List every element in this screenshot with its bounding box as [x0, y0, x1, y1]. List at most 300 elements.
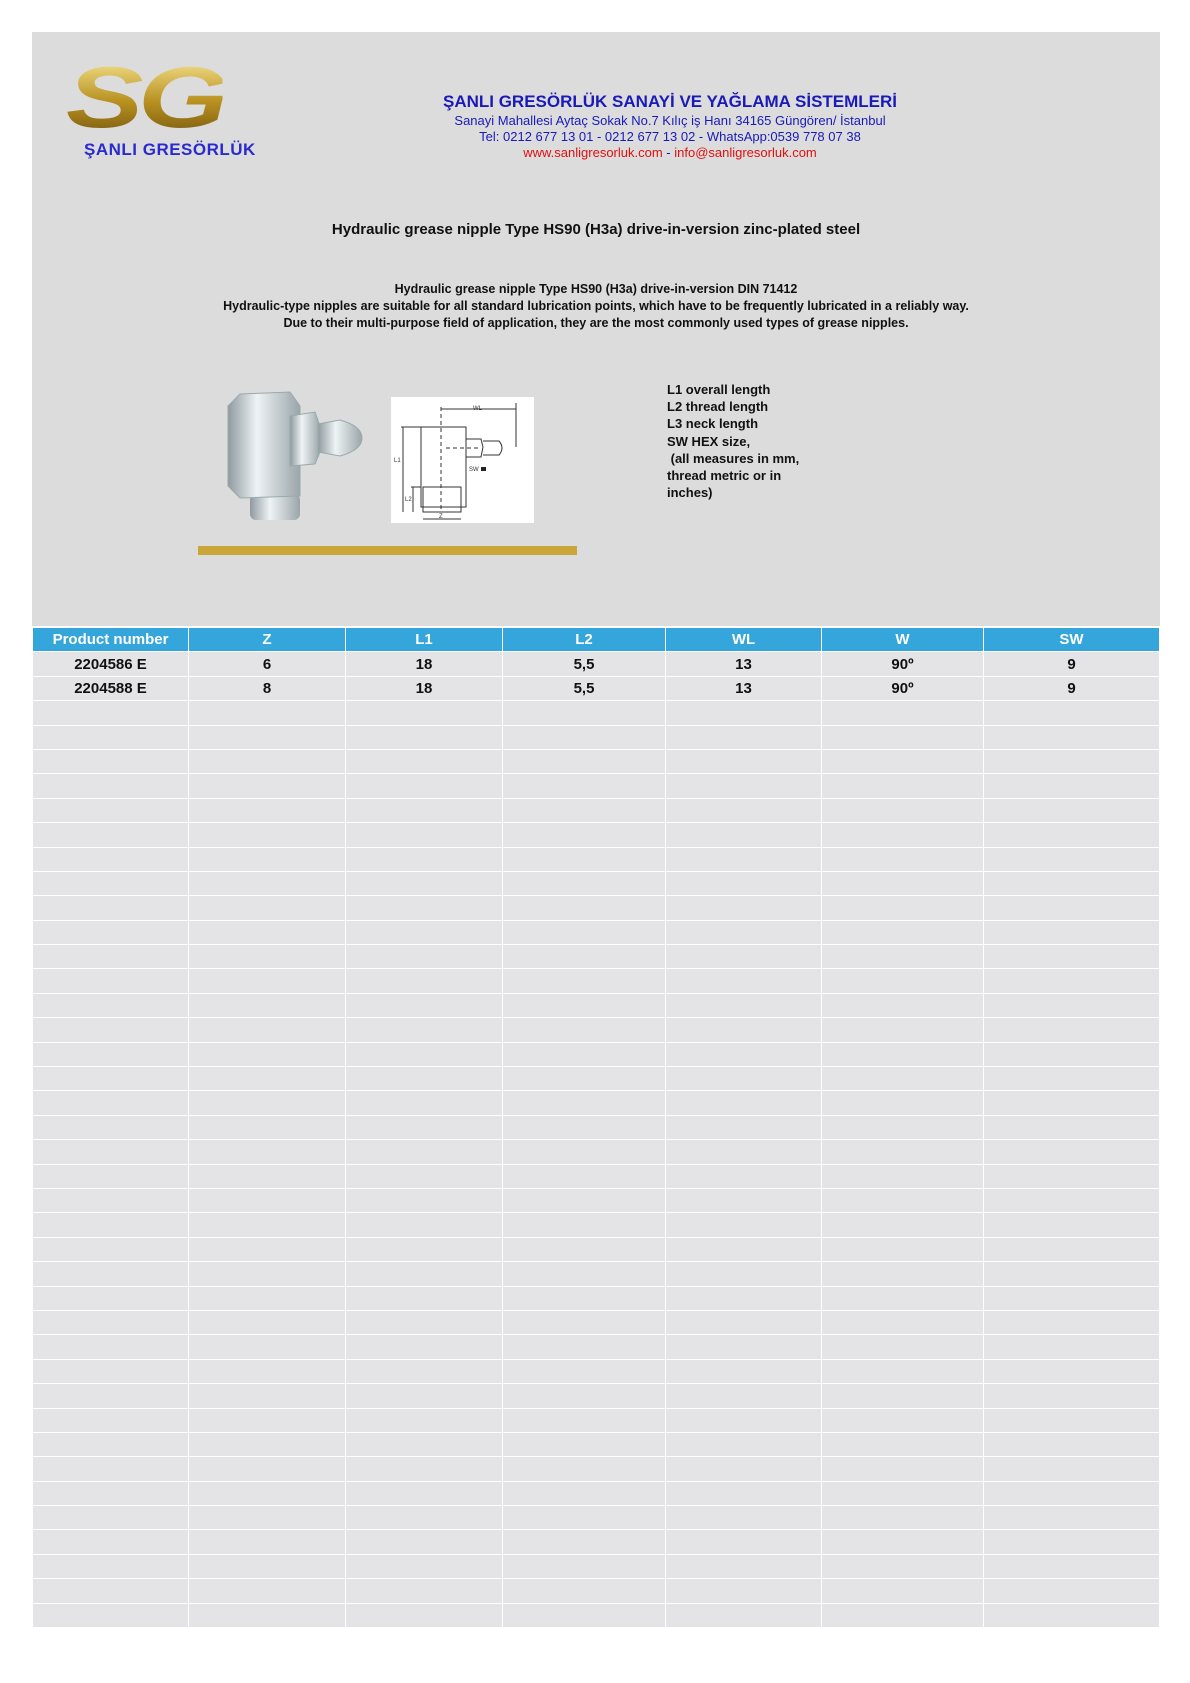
empty-cell	[666, 1603, 822, 1627]
empty-cell	[822, 896, 984, 920]
empty-cell	[984, 1237, 1160, 1261]
empty-cell	[822, 1164, 984, 1188]
empty-cell	[189, 1359, 346, 1383]
empty-cell	[666, 847, 822, 871]
decorative-bar	[198, 546, 577, 555]
empty-cell	[33, 969, 189, 993]
sw-label: SW	[469, 467, 479, 473]
empty-cell	[984, 1530, 1160, 1554]
empty-table-row	[33, 1188, 1160, 1212]
empty-cell	[503, 1384, 666, 1408]
description-line: Hydraulic grease nipple Type HS90 (H3a) drive-in-version DIN 71412	[394, 282, 798, 296]
empty-cell	[346, 969, 503, 993]
empty-cell	[503, 945, 666, 969]
table-row	[33, 676, 1160, 700]
empty-cell	[666, 823, 822, 847]
description-line: Hydraulic-type nipples are suitable for all standard lubrication points, which have to be frequently lubricated in a reliably way.	[223, 299, 969, 313]
empty-cell	[346, 1310, 503, 1334]
empty-cell	[189, 847, 346, 871]
empty-table-row	[33, 1579, 1160, 1603]
empty-cell	[984, 1310, 1160, 1334]
empty-cell	[33, 1603, 189, 1627]
empty-cell	[984, 1359, 1160, 1383]
empty-cell	[33, 1018, 189, 1042]
empty-cell	[822, 1359, 984, 1383]
column-header: L1	[346, 628, 503, 652]
empty-cell	[503, 1262, 666, 1286]
empty-cell	[503, 1140, 666, 1164]
empty-cell	[503, 920, 666, 944]
empty-cell	[189, 1603, 346, 1627]
empty-cell	[33, 1140, 189, 1164]
empty-cell	[822, 1067, 984, 1091]
empty-table-row	[33, 1067, 1160, 1091]
separator: -	[662, 145, 675, 160]
empty-cell	[822, 1530, 984, 1554]
empty-cell	[503, 798, 666, 822]
empty-cell	[189, 1506, 346, 1530]
empty-cell	[984, 1164, 1160, 1188]
company-contact	[320, 145, 1020, 160]
empty-cell	[666, 1530, 822, 1554]
empty-cell	[189, 896, 346, 920]
table-cell: 18	[346, 676, 503, 700]
empty-cell	[503, 725, 666, 749]
empty-table-row	[33, 1237, 1160, 1261]
empty-cell	[33, 1554, 189, 1578]
empty-cell	[984, 969, 1160, 993]
note-line: (all measures in mm,	[667, 450, 800, 466]
note-line: thread metric or in	[667, 468, 782, 484]
empty-cell	[822, 1262, 984, 1286]
empty-table-row	[33, 945, 1160, 969]
empty-cell	[33, 1481, 189, 1505]
table-cell: 2204588 E	[33, 676, 189, 700]
empty-cell	[189, 823, 346, 847]
empty-cell	[33, 1042, 189, 1066]
empty-table-row	[33, 1530, 1160, 1554]
empty-cell	[984, 1554, 1160, 1578]
empty-cell	[503, 774, 666, 798]
logo-monogram: SG	[66, 50, 223, 146]
empty-table-row	[33, 1554, 1160, 1578]
empty-cell	[666, 749, 822, 773]
l1-label: L1	[394, 458, 401, 464]
empty-cell	[346, 798, 503, 822]
table-cell: 90º	[822, 676, 984, 700]
empty-table-row	[33, 749, 1160, 773]
empty-cell	[666, 1408, 822, 1432]
empty-cell	[33, 1310, 189, 1334]
empty-cell	[503, 1432, 666, 1456]
empty-cell	[984, 1481, 1160, 1505]
empty-cell	[346, 1384, 503, 1408]
empty-cell	[984, 798, 1160, 822]
empty-cell	[189, 1286, 346, 1310]
empty-cell	[822, 993, 984, 1017]
empty-cell	[503, 1188, 666, 1212]
empty-cell	[189, 1530, 346, 1554]
empty-cell	[984, 1286, 1160, 1310]
empty-cell	[33, 1237, 189, 1261]
empty-cell	[822, 1554, 984, 1578]
empty-cell	[346, 1018, 503, 1042]
empty-cell	[984, 847, 1160, 871]
empty-cell	[503, 1091, 666, 1115]
empty-cell	[984, 1067, 1160, 1091]
empty-cell	[33, 1530, 189, 1554]
empty-cell	[822, 847, 984, 871]
empty-cell	[666, 701, 822, 725]
empty-cell	[33, 1384, 189, 1408]
empty-table-row	[33, 1262, 1160, 1286]
empty-cell	[503, 1067, 666, 1091]
empty-cell	[189, 1042, 346, 1066]
wl-label: WL	[473, 406, 482, 412]
empty-cell	[666, 1262, 822, 1286]
empty-cell	[984, 1579, 1160, 1603]
empty-cell	[33, 1286, 189, 1310]
empty-cell	[503, 1359, 666, 1383]
empty-cell	[984, 1506, 1160, 1530]
empty-table-row	[33, 823, 1160, 847]
empty-cell	[189, 945, 346, 969]
empty-table-row	[33, 1335, 1160, 1359]
empty-cell	[503, 1213, 666, 1237]
technical-drawing	[391, 397, 534, 523]
empty-cell	[346, 847, 503, 871]
empty-cell	[984, 1384, 1160, 1408]
empty-cell	[189, 1457, 346, 1481]
empty-table-row	[33, 1603, 1160, 1627]
empty-cell	[346, 725, 503, 749]
empty-cell	[346, 1067, 503, 1091]
empty-cell	[503, 1018, 666, 1042]
column-header: L2	[503, 628, 666, 652]
empty-cell	[822, 701, 984, 725]
empty-cell	[666, 1042, 822, 1066]
empty-cell	[189, 920, 346, 944]
empty-cell	[503, 749, 666, 773]
empty-cell	[503, 871, 666, 895]
empty-cell	[666, 1018, 822, 1042]
empty-cell	[822, 920, 984, 944]
empty-cell	[346, 1091, 503, 1115]
empty-table-row	[33, 1140, 1160, 1164]
note-line: L3 neck length	[667, 416, 759, 432]
empty-cell	[666, 896, 822, 920]
empty-cell	[346, 1506, 503, 1530]
table-cell: 5,5	[503, 676, 666, 700]
empty-cell	[33, 1432, 189, 1456]
empty-table-row	[33, 871, 1160, 895]
empty-table-row	[33, 1506, 1160, 1530]
empty-cell	[984, 1042, 1160, 1066]
empty-cell	[822, 1091, 984, 1115]
empty-cell	[503, 1457, 666, 1481]
company-phone: Tel: 0212 677 13 01 - 0212 677 13 02 - WhatsApp:0539 778 07 38	[479, 129, 861, 144]
empty-cell	[189, 1067, 346, 1091]
empty-cell	[346, 1432, 503, 1456]
empty-cell	[822, 969, 984, 993]
empty-cell	[666, 1554, 822, 1578]
column-header: Z	[189, 628, 346, 652]
empty-cell	[33, 1335, 189, 1359]
empty-cell	[822, 1481, 984, 1505]
empty-cell	[666, 798, 822, 822]
empty-cell	[666, 993, 822, 1017]
table-cell: 9	[984, 676, 1160, 700]
empty-cell	[503, 1506, 666, 1530]
empty-cell	[346, 1140, 503, 1164]
empty-table-row	[33, 1286, 1160, 1310]
empty-cell	[189, 1213, 346, 1237]
empty-cell	[666, 920, 822, 944]
empty-cell	[33, 1262, 189, 1286]
empty-cell	[666, 1384, 822, 1408]
empty-cell	[346, 993, 503, 1017]
empty-table-row	[33, 1457, 1160, 1481]
empty-cell	[346, 701, 503, 725]
table-cell: 5,5	[503, 652, 666, 676]
z-label: Z	[439, 514, 443, 520]
empty-cell	[189, 1384, 346, 1408]
empty-cell	[189, 1164, 346, 1188]
empty-cell	[822, 1603, 984, 1627]
table-cell: 13	[666, 652, 822, 676]
empty-cell	[666, 1286, 822, 1310]
empty-cell	[666, 1457, 822, 1481]
empty-cell	[984, 896, 1160, 920]
empty-cell	[822, 823, 984, 847]
product-table	[32, 627, 1160, 1628]
empty-cell	[666, 1335, 822, 1359]
email-link[interactable]: info@sanligresorluk.com	[674, 145, 817, 160]
website-link[interactable]: www.sanligresorluk.com	[523, 145, 663, 160]
empty-table-row	[33, 1115, 1160, 1139]
empty-cell	[346, 896, 503, 920]
empty-cell	[503, 1237, 666, 1261]
empty-cell	[503, 1335, 666, 1359]
empty-cell	[822, 1579, 984, 1603]
table-cell: 9	[984, 652, 1160, 676]
empty-cell	[984, 774, 1160, 798]
empty-cell	[984, 1335, 1160, 1359]
table-header-row	[33, 628, 1160, 652]
empty-cell	[666, 1115, 822, 1139]
empty-cell	[189, 1408, 346, 1432]
empty-cell	[822, 1432, 984, 1456]
empty-cell	[666, 1359, 822, 1383]
empty-cell	[33, 1115, 189, 1139]
empty-cell	[346, 1335, 503, 1359]
empty-cell	[822, 1213, 984, 1237]
empty-cell	[822, 749, 984, 773]
empty-table-row	[33, 1359, 1160, 1383]
empty-cell	[984, 1432, 1160, 1456]
empty-table-row	[33, 1164, 1160, 1188]
empty-table-row	[33, 1310, 1160, 1334]
empty-cell	[666, 1164, 822, 1188]
empty-cell	[666, 871, 822, 895]
empty-cell	[33, 1091, 189, 1115]
company-title: ŞANLI GRESÖRLÜK SANAYİ VE YAĞLAMA SİSTEMLERİ	[442, 92, 898, 111]
empty-cell	[346, 774, 503, 798]
empty-cell	[666, 774, 822, 798]
empty-cell	[984, 749, 1160, 773]
empty-cell	[346, 920, 503, 944]
empty-cell	[503, 701, 666, 725]
empty-cell	[984, 1408, 1160, 1432]
empty-cell	[346, 1115, 503, 1139]
empty-cell	[503, 1042, 666, 1066]
empty-cell	[33, 1359, 189, 1383]
empty-cell	[346, 1530, 503, 1554]
table-row	[33, 652, 1160, 676]
note-line: SW HEX size,	[667, 433, 751, 449]
empty-cell	[346, 1359, 503, 1383]
empty-cell	[984, 1457, 1160, 1481]
empty-table-row	[33, 1481, 1160, 1505]
empty-table-row	[33, 847, 1160, 871]
empty-cell	[503, 847, 666, 871]
empty-cell	[822, 871, 984, 895]
empty-cell	[189, 798, 346, 822]
empty-cell	[984, 920, 1160, 944]
empty-cell	[346, 1554, 503, 1578]
empty-cell	[346, 1286, 503, 1310]
empty-cell	[33, 701, 189, 725]
empty-cell	[666, 1140, 822, 1164]
empty-cell	[666, 1237, 822, 1261]
empty-cell	[33, 1579, 189, 1603]
empty-table-row	[33, 1408, 1160, 1432]
empty-cell	[189, 1481, 346, 1505]
empty-cell	[503, 1579, 666, 1603]
table-cell: 90º	[822, 652, 984, 676]
empty-table-row	[33, 1384, 1160, 1408]
empty-cell	[346, 749, 503, 773]
empty-cell	[346, 1164, 503, 1188]
empty-cell	[346, 945, 503, 969]
empty-cell	[503, 1164, 666, 1188]
empty-cell	[503, 1530, 666, 1554]
empty-cell	[33, 823, 189, 847]
empty-cell	[33, 847, 189, 871]
empty-cell	[189, 749, 346, 773]
empty-cell	[33, 749, 189, 773]
empty-cell	[346, 1408, 503, 1432]
empty-cell	[822, 1115, 984, 1139]
empty-cell	[503, 1603, 666, 1627]
empty-cell	[666, 1481, 822, 1505]
empty-cell	[189, 1091, 346, 1115]
empty-cell	[189, 871, 346, 895]
empty-cell	[346, 871, 503, 895]
empty-cell	[984, 945, 1160, 969]
empty-cell	[822, 1408, 984, 1432]
empty-cell	[33, 725, 189, 749]
empty-cell	[189, 1140, 346, 1164]
empty-cell	[189, 1237, 346, 1261]
empty-cell	[33, 1408, 189, 1432]
note-line: L2 thread length	[667, 399, 769, 415]
table-cell: 18	[346, 652, 503, 676]
product-title: Hydraulic grease nipple Type HS90 (H3a) drive-in-version zinc-plated steel	[331, 221, 861, 238]
empty-cell	[33, 1067, 189, 1091]
empty-cell	[346, 1262, 503, 1286]
empty-cell	[984, 1188, 1160, 1212]
empty-cell	[822, 1506, 984, 1530]
company-logo	[66, 50, 266, 163]
empty-table-row	[33, 1042, 1160, 1066]
empty-cell	[33, 1506, 189, 1530]
empty-cell	[666, 725, 822, 749]
empty-cell	[822, 725, 984, 749]
empty-cell	[822, 1335, 984, 1359]
empty-cell	[822, 945, 984, 969]
empty-cell	[189, 1115, 346, 1139]
empty-cell	[189, 725, 346, 749]
empty-cell	[189, 1579, 346, 1603]
empty-cell	[666, 1432, 822, 1456]
empty-cell	[346, 823, 503, 847]
empty-table-row	[33, 993, 1160, 1017]
empty-cell	[503, 969, 666, 993]
empty-cell	[984, 823, 1160, 847]
empty-cell	[189, 1188, 346, 1212]
empty-cell	[666, 1213, 822, 1237]
empty-cell	[666, 1067, 822, 1091]
empty-cell	[189, 1310, 346, 1334]
dimension-notes	[667, 381, 799, 501]
empty-cell	[503, 993, 666, 1017]
empty-cell	[822, 1310, 984, 1334]
empty-cell	[984, 871, 1160, 895]
empty-cell	[189, 1335, 346, 1359]
l2-label: L2	[405, 497, 412, 503]
empty-cell	[33, 945, 189, 969]
empty-cell	[666, 1579, 822, 1603]
note-line: L1 overall length	[667, 382, 771, 397]
empty-cell	[33, 1457, 189, 1481]
empty-table-row	[33, 774, 1160, 798]
empty-cell	[189, 1018, 346, 1042]
empty-cell	[503, 1408, 666, 1432]
empty-cell	[503, 1481, 666, 1505]
empty-cell	[189, 701, 346, 725]
empty-cell	[984, 1603, 1160, 1627]
empty-table-row	[33, 701, 1160, 725]
empty-cell	[666, 969, 822, 993]
empty-cell	[822, 774, 984, 798]
empty-cell	[984, 993, 1160, 1017]
empty-cell	[822, 1140, 984, 1164]
description-line: Due to their multi-purpose field of application, they are the most commonly used types of grease nipples.	[283, 316, 909, 330]
empty-table-row	[33, 1018, 1160, 1042]
empty-cell	[822, 1018, 984, 1042]
empty-cell	[666, 1188, 822, 1212]
empty-cell	[346, 1579, 503, 1603]
empty-cell	[822, 1042, 984, 1066]
column-header: Product number	[33, 628, 189, 652]
empty-table-row	[33, 798, 1160, 822]
empty-cell	[822, 1286, 984, 1310]
empty-cell	[503, 896, 666, 920]
empty-cell	[984, 701, 1160, 725]
empty-cell	[33, 1188, 189, 1212]
empty-cell	[346, 1457, 503, 1481]
